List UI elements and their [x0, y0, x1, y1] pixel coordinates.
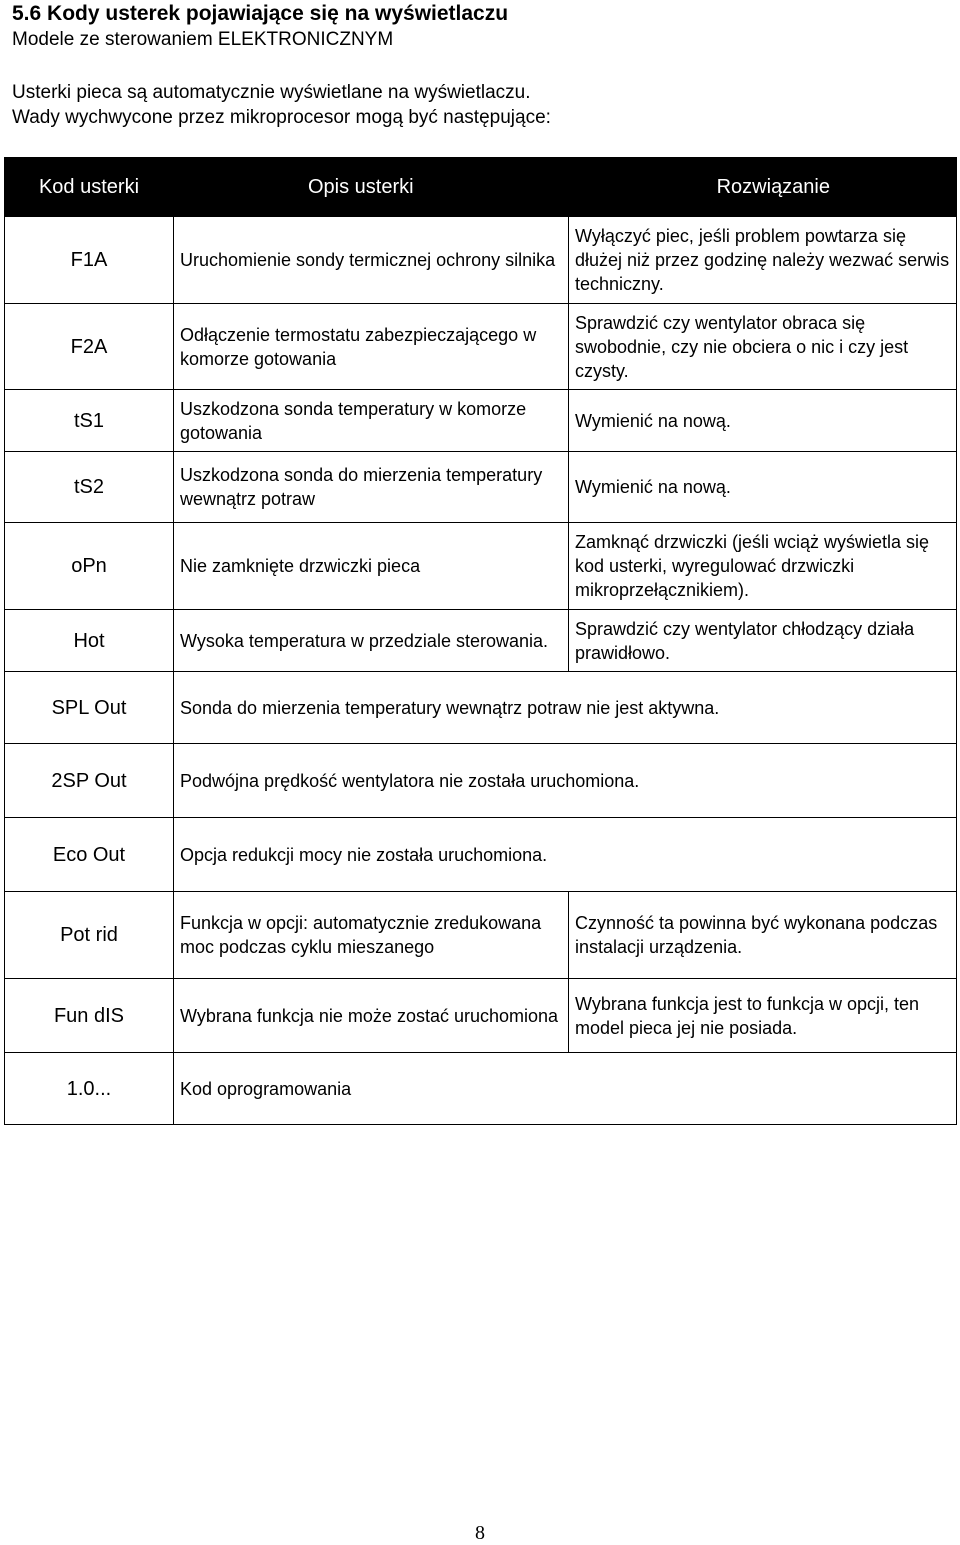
intro-text [12, 80, 551, 130]
section-title: 5.6 Kody usterek pojawiające się na wyświetlaczu [12, 2, 509, 25]
error-code: SPL Out [5, 672, 174, 744]
error-description: Podwójna prędkość wentylatora nie została uruchomiona. [174, 744, 957, 818]
error-description: Uszkodzona sonda do mierzenia temperatury wewnątrz potraw [174, 452, 569, 523]
error-solution: Zamknąć drzwiczki (jeśli wciąż wyświetla się kod usterki, wyregulować drzwiczki mikroprzełącznikiem). [569, 523, 957, 610]
table-row [5, 1053, 957, 1125]
error-description: Nie zamknięte drzwiczki pieca [174, 523, 569, 610]
table-row [5, 304, 957, 390]
error-code: Hot [5, 610, 174, 672]
error-solution: Wyłączyć piec, jeśli problem powtarza się dłużej niż przez godzinę należy wezwać serwis techniczny. [569, 217, 957, 304]
table-row [5, 979, 957, 1053]
table-row [5, 610, 957, 672]
error-code: tS2 [5, 452, 174, 523]
error-description: Odłączenie termostatu zabezpieczającego w komorze gotowania [174, 304, 569, 390]
error-solution: Wymienić na nową. [569, 390, 957, 452]
error-description: Wysoka temperatura w przedziale sterowania. [174, 610, 569, 672]
error-solution: Sprawdzić czy wentylator chłodzący działa prawidłowo. [569, 610, 957, 672]
table-row [5, 217, 957, 304]
error-description: Uruchomienie sondy termicznej ochrony silnika [174, 217, 569, 304]
intro-line-1: Usterki pieca są automatycznie wyświetlane na wyświetlaczu. [12, 82, 531, 103]
error-solution: Sprawdzić czy wentylator obraca się swobodnie, czy nie obciera o nic i czy jest czysty. [569, 304, 957, 390]
table-row [5, 390, 957, 452]
page-header [12, 0, 508, 52]
header-solution: Rozwiązanie [569, 158, 957, 217]
page-number: 8 [475, 1522, 485, 1544]
error-code: tS1 [5, 390, 174, 452]
error-solution: Wybrana funkcja jest to funkcja w opcji, ten model pieca jej nie posiada. [569, 979, 957, 1053]
error-code: Fun dIS [5, 979, 174, 1053]
header-code: Kod usterki [5, 158, 174, 217]
intro-line-2: Wady wychwycone przez mikroprocesor mogą być następujące: [12, 107, 551, 128]
error-description: Opcja redukcji mocy nie została uruchomiona. [174, 818, 957, 892]
section-subtitle: Modele ze sterowaniem ELEKTRONICZNYM [12, 29, 394, 50]
error-code: F1A [5, 217, 174, 304]
table-row [5, 892, 957, 979]
table-row [5, 818, 957, 892]
error-description: Kod oprogramowania [174, 1053, 957, 1125]
error-description: Sonda do mierzenia temperatury wewnątrz potraw nie jest aktywna. [174, 672, 957, 744]
table-row [5, 452, 957, 523]
error-solution: Wymienić na nową. [569, 452, 957, 523]
table-row [5, 523, 957, 610]
table-header-row [5, 158, 957, 217]
error-description: Funkcja w opcji: automatycznie zredukowana moc podczas cyklu mieszanego [174, 892, 569, 979]
error-code: 1.0... [5, 1053, 174, 1125]
table-row [5, 744, 957, 818]
table-row [5, 672, 957, 744]
error-code: 2SP Out [5, 744, 174, 818]
error-code: Pot rid [5, 892, 174, 979]
error-solution: Czynność ta powinna być wykonana podczas instalacji urządzenia. [569, 892, 957, 979]
error-code: oPn [5, 523, 174, 610]
error-code: Eco Out [5, 818, 174, 892]
header-description: Opis usterki [174, 158, 569, 217]
error-code: F2A [5, 304, 174, 390]
error-description: Uszkodzona sonda temperatury w komorze gotowania [174, 390, 569, 452]
error-codes-table [4, 157, 957, 1125]
error-description: Wybrana funkcja nie może zostać uruchomiona [174, 979, 569, 1053]
